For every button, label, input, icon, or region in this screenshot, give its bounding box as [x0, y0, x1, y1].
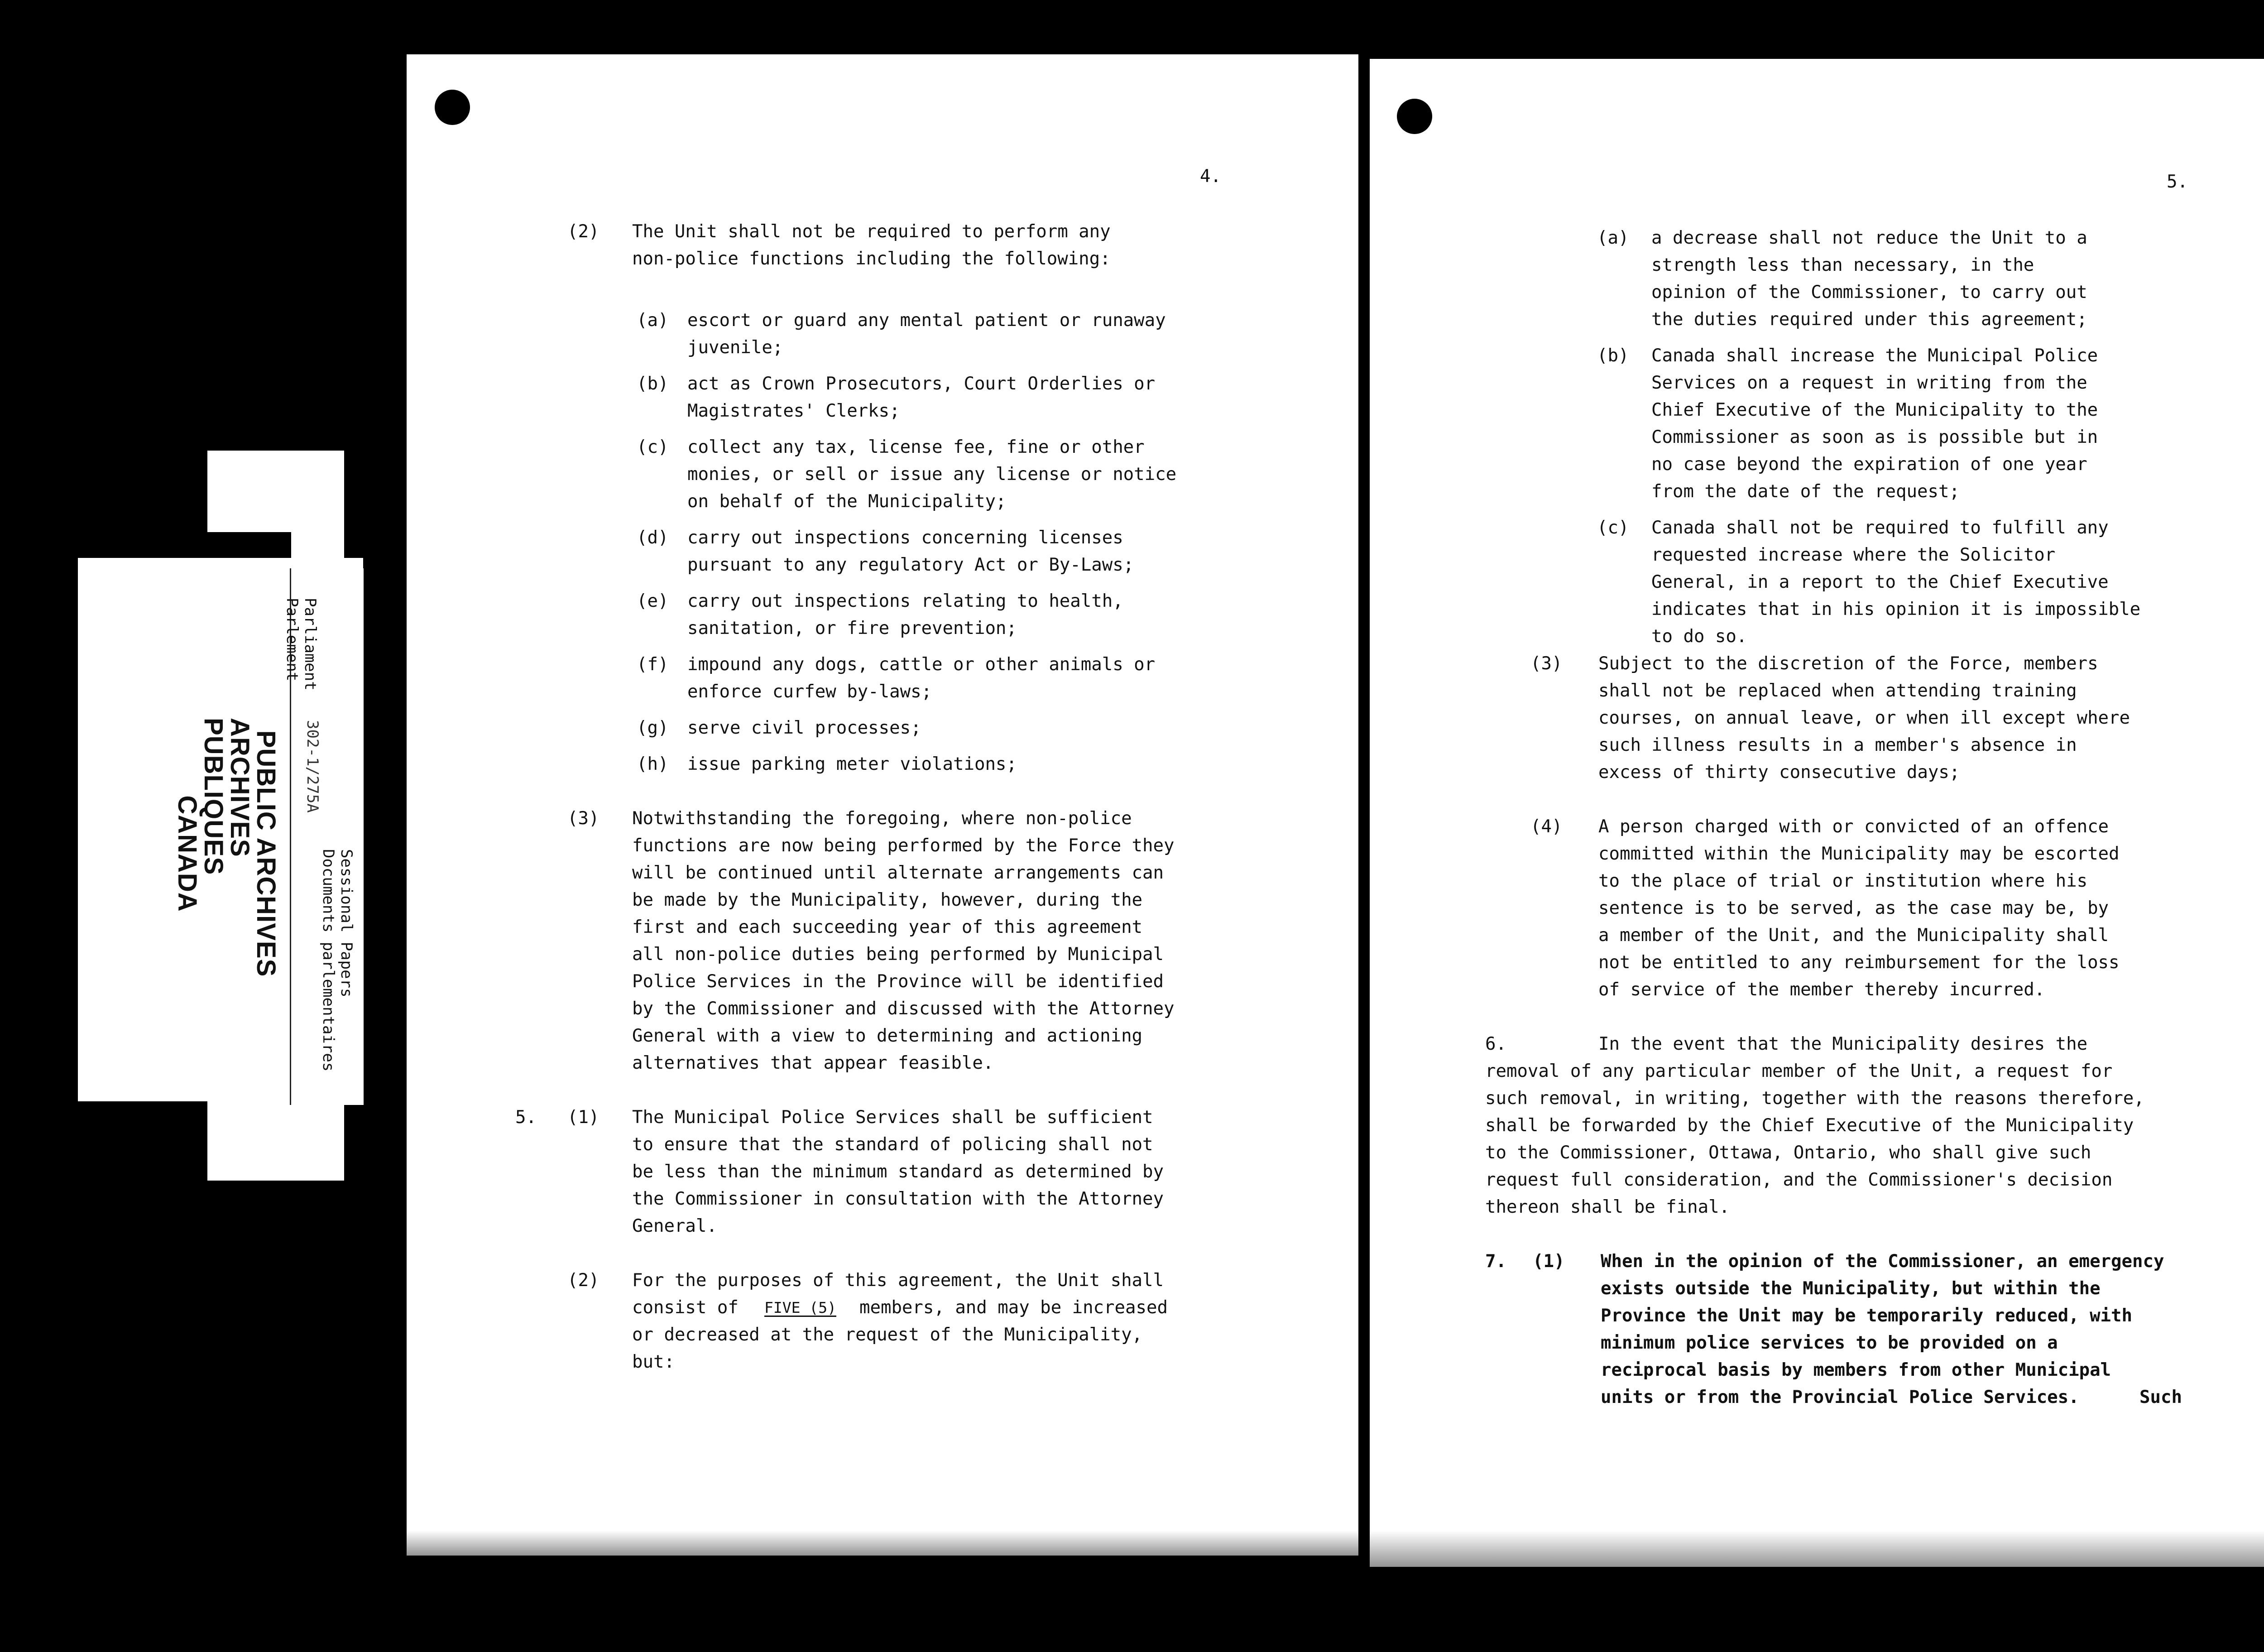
text-line: a decrease shall not reduce the Unit to a — [1651, 228, 2087, 248]
text-line: shall not be replaced when attending training — [1598, 681, 2077, 701]
text-line: by the Commissioner and discussed with the Attorney — [632, 999, 1175, 1019]
text-line: Such — [2139, 1387, 2182, 1407]
clause-number: (1) — [567, 1107, 600, 1128]
text-line: alternatives that appear feasible. — [632, 1053, 994, 1073]
text-line: General, in a report to the Chief Executive — [1651, 572, 2109, 592]
item-letter: (a) — [637, 310, 669, 331]
clause-number: (2) — [567, 221, 600, 242]
text-line: impound any dogs, cattle or other animals or — [687, 654, 1156, 675]
archives-line-2: ARCHIVES PUBLIQUES — [199, 718, 254, 875]
text-line: escort or guard any mental patient or runaway — [687, 310, 1166, 331]
text-line: In the event that the Municipality desires the — [1598, 1034, 2088, 1054]
text-line: from the date of the request; — [1651, 481, 1960, 502]
clause-number: (3) — [1530, 653, 1563, 674]
text-line: Magistrates' Clerks; — [687, 401, 900, 421]
archives-line-1: PUBLIC ARCHIVES — [251, 730, 281, 977]
page-5 — [1370, 59, 2264, 1567]
page-number: 4. — [1200, 166, 1221, 187]
text-line: such removal, in writing, together with the reasons therefore, — [1485, 1088, 2144, 1109]
text-line: enforce curfew by-laws; — [687, 682, 932, 702]
text-line: such illness results in a member's absence in — [1598, 735, 2077, 755]
text-line: General. — [632, 1216, 717, 1236]
text-line: will be continued until alternate arrangements can — [632, 863, 1164, 883]
parliament-label: Parliament Parlement — [283, 598, 319, 691]
text-line: carry out inspections concerning licenses — [687, 528, 1123, 548]
item-letter: (b) — [1597, 346, 1629, 366]
item-letter: (e) — [637, 591, 669, 611]
clause-number: (1) — [1533, 1251, 1565, 1272]
text-line: carry out inspections relating to health, — [687, 591, 1123, 611]
clause-number: (3) — [567, 808, 600, 829]
item-letter: (d) — [637, 528, 669, 548]
text-line: first and each succeeding year of this agreement — [632, 917, 1143, 937]
punch-hole — [435, 90, 470, 125]
text-line: Services on a request in writing from the — [1651, 373, 2087, 393]
text-line: the duties required under this agreement; — [1651, 309, 2087, 330]
text-line: pursuant to any regulatory Act or By-Laws; — [687, 555, 1134, 575]
text-line: all non-police duties being performed by Municipal — [632, 944, 1164, 965]
text-line: the Commissioner in consultation with the Attorney — [632, 1189, 1164, 1209]
item-letter: (c) — [1597, 518, 1629, 538]
text-line: to do so. — [1651, 626, 1747, 647]
call-number: 302-1/275A — [303, 720, 321, 813]
text-line: issue parking meter violations; — [687, 754, 1017, 774]
item-letter: (a) — [1597, 228, 1629, 248]
text-line: strength less than necessary, in the — [1651, 255, 2034, 275]
text-line: General with a view to determining and actioning — [632, 1026, 1143, 1046]
text-line: of service of the member thereby incurred. — [1598, 980, 2045, 1000]
text-line: a member of the Unit, and the Municipality shall — [1598, 925, 2109, 946]
text-line: requested increase where the Solicitor — [1651, 545, 2056, 565]
text-line: monies, or sell or issue any license or notice — [687, 464, 1177, 485]
item-letter: (c) — [637, 437, 669, 457]
text-line: or decreased at the request of the Municipality, — [632, 1325, 1143, 1345]
clause-number: (4) — [1530, 816, 1563, 837]
text-line: opinion of the Commissioner, to carry out — [1651, 282, 2087, 303]
text-line: removal of any particular member of the Unit, a request for — [1485, 1061, 2113, 1081]
text-line: When in the opinion of the Commissioner, an emergency — [1601, 1251, 2164, 1272]
text-line: serve civil processes; — [687, 718, 921, 738]
scan-shadow — [407, 1531, 1358, 1556]
page-4 — [407, 54, 1358, 1556]
text-line: The Unit shall not be required to perform any — [632, 221, 1111, 242]
archives-line-3: CANADA — [173, 795, 202, 912]
text-line: on behalf of the Municipality; — [687, 491, 1007, 512]
public-archives-stamp — [173, 718, 281, 989]
text-line: consist of — [632, 1297, 739, 1318]
text-line: Chief Executive of the Municipality to the — [1651, 400, 2098, 420]
text-line: A person charged with or convicted of an offence — [1598, 816, 2109, 837]
text-line: to the place of trial or institution where his — [1598, 871, 2088, 891]
text-line: courses, on annual leave, or when ill except where — [1598, 708, 2130, 728]
text-line: minimum police services to be provided on a — [1601, 1333, 2058, 1353]
text-line: functions are now being performed by the Force they — [632, 836, 1175, 856]
text-line: juvenile; — [687, 337, 783, 358]
text-line: act as Crown Prosecutors, Court Orderlies or — [687, 374, 1156, 394]
text-line: Canada shall not be required to fulfill any — [1651, 518, 2109, 538]
text-line: reciprocal basis by members from other Municipal — [1601, 1360, 2111, 1380]
item-letter: (h) — [637, 754, 669, 774]
member-count-blank: FIVE (5) — [764, 1299, 836, 1316]
text-line: excess of thirty consecutive days; — [1598, 762, 1960, 783]
item-letter: (f) — [637, 654, 669, 675]
item-letter: (b) — [637, 374, 669, 394]
scan-shadow — [1370, 1531, 2264, 1567]
text-line: be less than the minimum standard as determined by — [632, 1162, 1164, 1182]
text-line: Commissioner as soon as is possible but in — [1651, 427, 2098, 447]
text-line: Subject to the discretion of the Force, members — [1598, 653, 2098, 674]
section-number: 6. — [1485, 1034, 1506, 1054]
text-line: sentence is to be served, as the case may be, by — [1598, 898, 2109, 918]
section-number: 7. — [1485, 1251, 1506, 1272]
sessional-papers-label: Sessional Papers Documents parlementaires — [319, 849, 355, 1072]
text-line: non-police functions including the following: — [632, 249, 1111, 269]
section-number: 5. — [515, 1107, 537, 1128]
page-number: 5. — [2167, 172, 2188, 192]
text-line: Police Services in the Province will be identified — [632, 971, 1164, 992]
text-line: not be entitled to any reimbursement for the loss — [1598, 952, 2120, 973]
text-line: indicates that in his opinion it is impossible — [1651, 599, 2141, 620]
text-line: thereon shall be final. — [1485, 1197, 1730, 1217]
text-line: but: — [632, 1352, 675, 1372]
text-line: to ensure that the standard of policing shall not — [632, 1134, 1153, 1155]
text-line: The Municipal Police Services shall be sufficient — [632, 1107, 1153, 1128]
text-line: shall be forwarded by the Chief Executive of the Municipality — [1485, 1115, 2134, 1136]
text-line: committed within the Municipality may be escorted — [1598, 844, 2120, 864]
text-line: collect any tax, license fee, fine or other — [687, 437, 1145, 457]
text-line: exists outside the Municipality, but within the — [1601, 1278, 2101, 1299]
text-line: be made by the Municipality, however, during the — [632, 890, 1143, 910]
text-line: to the Commissioner, Ottawa, Ontario, who shall give such — [1485, 1143, 2091, 1163]
text-line: no case beyond the expiration of one year — [1651, 454, 2087, 475]
text-line: sanitation, or fire prevention; — [687, 618, 1017, 639]
clause-number: (2) — [567, 1270, 600, 1291]
text-line: Province the Unit may be temporarily reduced, with — [1601, 1306, 2132, 1326]
text-line: Canada shall increase the Municipal Police — [1651, 346, 2098, 366]
punch-hole — [1397, 99, 1432, 134]
text-line: units or from the Provincial Police Services. — [1601, 1387, 2079, 1407]
item-letter: (g) — [637, 718, 669, 738]
text-line: request full consideration, and the Commissioner's decision — [1485, 1170, 2113, 1190]
text-line: members, and may be increased — [859, 1297, 1168, 1318]
text-line: For the purposes of this agreement, the Unit shall — [632, 1270, 1164, 1291]
text-line: Notwithstanding the foregoing, where non-police — [632, 808, 1132, 829]
